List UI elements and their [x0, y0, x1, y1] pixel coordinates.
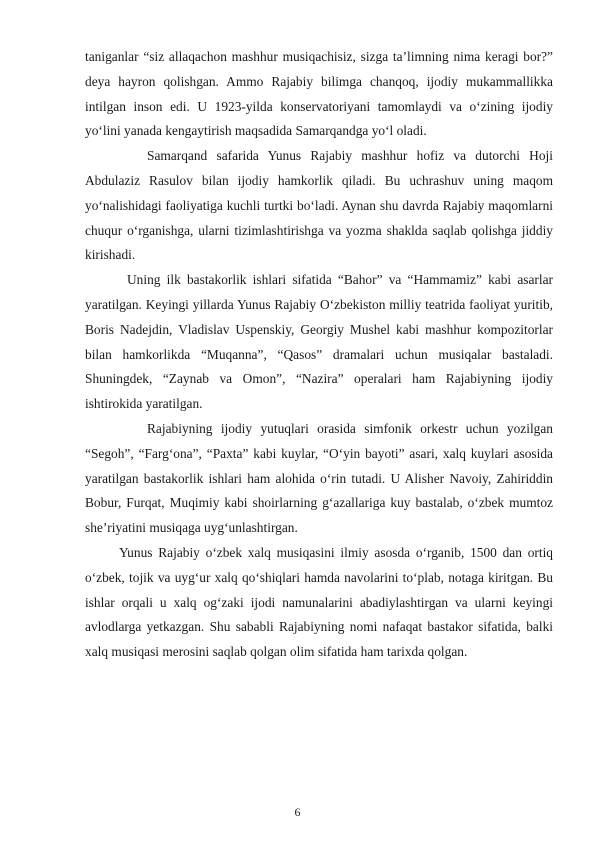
paragraph: Samarqand safarida Yunus Rajabiy mashhur hofiz va dutorchi Hoji Abdulaziz Rasulov bilan ijodiy hamkorlik qiladi. Bu uchrashuv uning maqom yo‘nalishidagi faoliyatiga kuchli turtki bo‘ladi. Aynan shu davrda Rajabiy maqomlarni chuqur o‘rganishga, ularni tizimlashtirishga va yozma shaklda saqlab qolishga jiddiy kirishadi. [85, 148, 553, 263]
paragraph: Rajabiyning ijodiy yutuqlari orasida simfonik orkestr uchun yozilgan “Segoh”, “Farg‘ona”, “Paxta” kabi kuylar, “O‘yin bayoti” asari, xalq kuylari asosida yaratilgan bastakorlik ishlari ham alohida o‘rin tutadi. U Alisher Navoiy, Zahiriddin Bobur, Furqat, Muqimiy kabi shoirlarning g‘azallariga kuy bastalab, o‘zbek mumtoz she’riyatini musiqaga uyg‘unlashtirgan. [85, 420, 553, 536]
paragraph: Yunus Rajabiy o‘zbek xalq musiqasini ilmiy asosda o‘rganib, 1500 dan ortiq o‘zbek, tojik va uyg‘ur xalq qo‘shiqlari hamda navolarini to‘plab, notaga kiritgan. Bu ishlar orqali u xalq og‘zaki ijodi namunalarini abadiylashtirgan va ularni keyingi avlodlarga yetkazgan. Shu sababli Rajabiyning nomi nafaqat bastakor sifatida, balki xalq musiqasi merosini saqlab qolgan olim sifatida ham tarixda qolgan. [85, 544, 553, 660]
page-body [85, 45, 553, 665]
paragraph: taniganlar “siz allaqachon mashhur musiqachisiz, sizga ta’limning nima keragi bor?” deya hayron qolishgan. Ammo Rajabiy bilimga chanqoq, ijodiy mukammallikka intilgan inson edi. U 1923-yilda konservatoriyani tamomlaydi va o‘zining ijodiy yo‘lini yanada kengaytirish maqsadida Samarqandga yo‘l oladi. [85, 49, 553, 139]
page-number: 6 [294, 805, 301, 819]
paragraph: Uning ilk bastakorlik ishlari sifatida “Bahor” va “Hammamiz” kabi asarlar yaratilgan. Keyingi yillarda Yunus Rajabiy O‘zbekiston milliy teatrida faoliyat yuritib, Boris Nadejdin, Vladislav Uspenskiy, Georgiy Mushel kabi mashhur kompozitorlar bilan hamkorlikda “Muqanna”, “Qasos” dramalari uchun musiqalar bastaladi. Shuningdek, “Zaynab va Omon”, “Nazira” operalari ham Rajabiyning ijodiy ishtirokida yaratilgan. [85, 272, 553, 412]
